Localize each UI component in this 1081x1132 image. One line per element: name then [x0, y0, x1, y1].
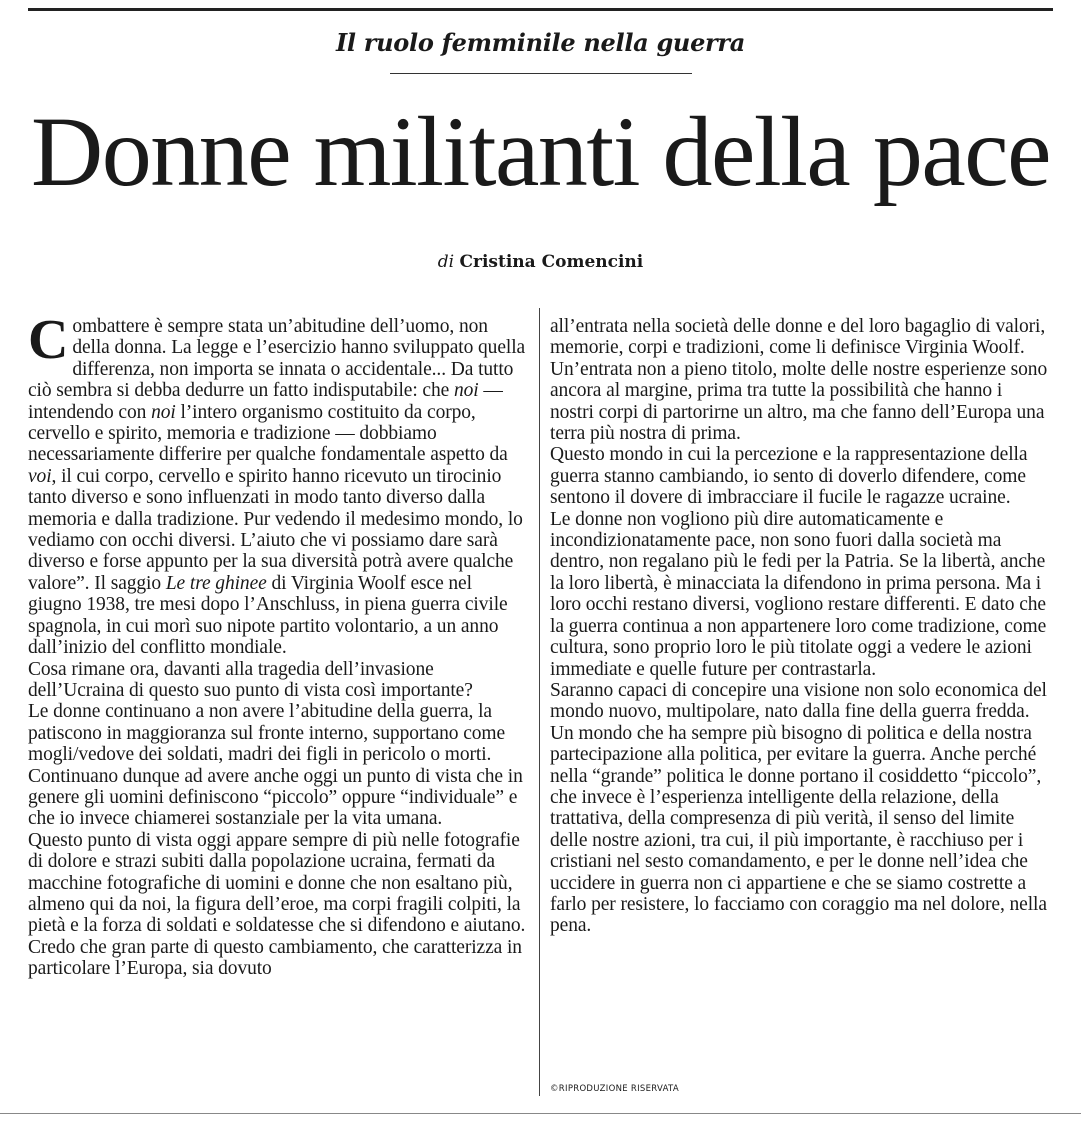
drop-cap: C [28, 309, 69, 371]
italic-text: noi [151, 401, 176, 423]
body-text: , il cui corpo, cervello e spirito hanno ricevuto un tirocinio tanto diverso e sono influenzati in modo tanto diverso dalla memoria e dalla tradizione. Pur vedendo il medesimo mondo, lo vediamo con occhi diversi. L’aiuto che vi possiamo dare sarà diverso e forse appunto per la sua diversità potrà avere qualche valore”. Il saggio [28, 465, 523, 594]
body-text: ombattere è sempre stata un’abitudine dell’uomo, non della donna. La legge e l’esercizio hanno sviluppato quella differenza, non importa se innata o accidentale... Da tutto ciò sembra si debba dedurre un fatto indisputabile: che [28, 316, 526, 402]
author-name: Cristina Comencini [459, 252, 644, 272]
italic-text: noi [453, 380, 479, 402]
right-column-paragraph [550, 444, 1048, 508]
body-text: Le donne continuano a non avere l’abitudine della guerra, la patiscono in maggioranza sul fronte interno, supportano come mogli/vedove dei soldati, madri dei figli in pericolo o morti. Continuano dunque ad avere anche oggi un punto di vista che in genere gli uomini definiscono “piccolo” oppure “individuale” e che io invece chiamerei sostanziale per la vita umana. [28, 701, 523, 830]
byline [0, 252, 1081, 272]
left-column-paragraph [28, 309, 526, 659]
left-column-paragraph [28, 659, 526, 702]
right-column [550, 316, 1048, 937]
headline: Donne militanti della pace [31, 96, 1050, 207]
body-text: di Virginia Woolf esce nel giugno 1938, tre mesi dopo l’Anschluss, in piena guerra civile spagnola, in cui morì suo nipote partito volontario, a un anno dall’inizio del conflitto mondiale. [28, 572, 508, 659]
copyright-notice: ©RIPRODUZIONE RISERVATA [550, 1084, 679, 1094]
body-text: Saranno capaci di concepire una visione non solo economica del mondo nuovo, multipolare, nato dalla fine della guerra fredda. Un mondo che ha sempre più bisogno di politica e della nostra partecipazione alla politica, per evitare la guerra. Anche perché nella “grande” politica le donne portano il cosiddetto “piccolo”, che invece è l’esperienza intelligente della relazione, della trattativa, della compresenza di più verità, il senso del limite delle nostre azioni, tra cui, il più importante, è racchiuso per i cristiani nel sesto comandamento, e per le donne nell’idea che uccidere in guerra non ci appartiene e che se siamo costrette a farlo per resistere, lo facciamo con coraggio ma nel dolore, nella pena. [550, 679, 1047, 937]
left-column-paragraph [28, 701, 526, 829]
kicker: Il ruolo femminile nella guerra [336, 28, 745, 57]
byline-prefix: di [437, 252, 455, 272]
kicker-rule [390, 73, 692, 74]
body-text: Le donne non vogliono più dire automaticamente e incondizionatamente pace, non sono fuori dalla società ma dentro, non regalano più le fedi per la Patria. Se la libertà, anche la loro libertà, è minacciata la difendono in prima persona. Ma i loro occhi restano diversi, vogliono restare differenti. E dato che la guerra continua a non appartenere loro come tradizione, come cultura, sono proprio loro le più titolate oggi a vedere le azioni immediate e quelle future per contrastarla. [550, 508, 1047, 680]
right-column-paragraph [550, 316, 1048, 444]
body-text: Credo che gran parte di questo cambiamento, che caratterizza in particolare l’Europa, sia dovuto [28, 936, 522, 980]
right-column-paragraph [550, 680, 1048, 937]
body-text: Cosa rimane ora, davanti alla tragedia dell’invasione dell’Ucraina di questo suo punto di vista così importante? [28, 658, 473, 701]
right-column-paragraph [550, 509, 1048, 680]
body-text: — intendendo con [28, 380, 503, 423]
italic-text: voi [28, 465, 52, 487]
body-text: Questo mondo in cui la percezione e la rappresentazione della guerra stanno cambiando, io sento di doverlo difendere, come sentono il dovere di imbracciare il fucile le ragazze ucraine. [550, 444, 1028, 509]
italic-text: Le tre ghinee [165, 572, 267, 594]
bottom-rule [0, 1113, 1081, 1114]
column-divider [539, 308, 540, 1096]
left-column-paragraph [28, 937, 526, 980]
left-column [28, 309, 526, 980]
body-text: all’entrata nella società delle donne e del loro bagaglio di valori, memorie, corpi e tradizioni, come li definisce Virginia Woolf. Un’entrata non a pieno titolo, molte delle nostre esperienze sono ancora al margine, prima tra tutte la possibilità che hanno i nostri corpi di partorirne un altro, ma che fanno dell’Europa una terra più nostra di prima. [550, 316, 1048, 445]
top-rule [28, 8, 1053, 11]
left-column-paragraph [28, 830, 526, 937]
body-text: Questo punto di vista oggi appare sempre di più nelle fotografie di dolore e strazi subiti dalla popolazione ucraina, fermati da macchine fotografiche di uomini e donne che non esaltano più, almeno qui da noi, la figura dell’eroe, ma corpi fragili colpiti, la pietà e la forza di soldati e soldatesse che si difendono e aiutano. [28, 829, 526, 937]
body-text: l’intero organismo costituito da corpo, cervello e spirito, memoria e tradizione — dobbiamo necessariamente differire per qualche fondamentale aspetto da [28, 401, 508, 466]
